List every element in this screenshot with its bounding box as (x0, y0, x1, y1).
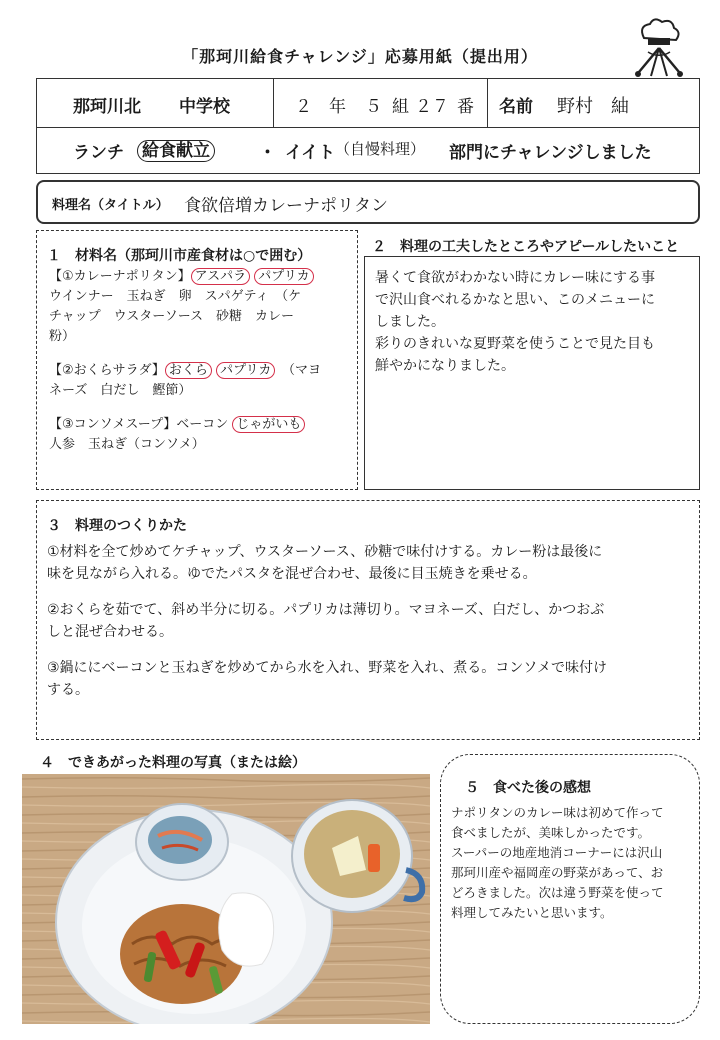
category-suffix: 部門にチャレンジしました (449, 143, 652, 163)
appeal-section (364, 256, 700, 490)
dish-title: 食欲倍増カレーナポリタン (184, 196, 388, 216)
category-separator: ・ (259, 143, 276, 163)
impression-text: ナポリタンのカレー味は初めて作って 食べましたが、美味しかったです。 スーパーの地産地消コーナーには沢山 那珂川産や福岡産の野菜があって、お どろきました。次は違う野菜を使って 料理してみたいと思います。 (451, 805, 664, 920)
lunch-label: ランチ (73, 143, 124, 163)
dish-title-box (36, 180, 700, 224)
local-ingredient-circled: おくら (165, 362, 212, 379)
local-ingredient-circled: じゃがいも (232, 416, 305, 433)
grade-label: 年 (329, 97, 346, 117)
ingredients-list: 【①カレーナポリタン】 アスパラ パプリカ ウインナー 玉ねぎ 卵 スパゲティ （ケ チャップ ウスターソース 砂糖 カレー 粉） 【②おくらサラダ】 おくら パプリカ （マヨ ネーズ 白だし 鰹節） 【③コンソメスープ】ベーコン じゃがいも 人参 玉ねぎ（コンソメ） (49, 267, 349, 455)
student-info-box (36, 78, 700, 174)
school-type: 中学校 (179, 97, 230, 117)
appeal-heading: ２ 料理の工夫したところやアピールしたいこと (372, 239, 680, 255)
appeal-text: 暑くて食欲がわかない時にカレー味にする事 で沢山食べれるかなと思い、このメニューに しました。 彩りのきれいな夏野菜を使うことで見た目も 鮮やかになりました。 (375, 270, 655, 374)
class-number: ５ (365, 97, 382, 117)
student-info-row (37, 79, 699, 128)
dish-photo (22, 774, 430, 1024)
name-label: 名前 (499, 97, 533, 117)
recipe-section (36, 500, 700, 740)
class-label: 組 (392, 97, 409, 117)
local-ingredient-circled: アスパラ (191, 268, 250, 285)
grade: ２ (295, 97, 312, 117)
local-ingredient-circled: パプリカ (216, 362, 275, 379)
student-number: ２７ (415, 97, 449, 117)
number-label: 番 (457, 97, 474, 117)
ingredient-item-1: 【①カレーナポリタン】 アスパラ パプリカ (49, 267, 349, 287)
school-name: 那珂川北 (73, 97, 141, 117)
ingredient-item-3: 【③コンソメスープ】ベーコン じゃがいも (49, 415, 349, 435)
local-ingredient-circled: パプリカ (254, 268, 313, 285)
student-name: 野村 紬 (557, 96, 629, 117)
ingredients-heading: １ 材料名（那珂川市産食材は○で囲む） (47, 248, 312, 264)
chef-utensils-icon (618, 8, 698, 88)
impression-section (440, 754, 700, 1024)
eat-label: イイト (285, 143, 336, 163)
eat-option: （自慢料理） (335, 140, 426, 158)
document-title: 「那珂川給食チャレンジ」応募用紙（提出用） (182, 47, 538, 66)
recipe-heading: ３ 料理のつくりかた (47, 518, 187, 534)
dish-title-label: 料理名（タイトル） (52, 198, 169, 213)
lunch-option-circled: 給食献立 (137, 140, 215, 162)
ingredients-section (36, 230, 358, 490)
recipe-steps: ①材料を全て炒めてケチャップ、ウスターソース、砂糖で味付けする。カレー粉は最後に 味を見ながら入れる。ゆでたパスタを混ぜ合わせ、最後に目玉焼きを乗せる。 ②おくらを茹でて、斜め半分に切る。パプリカは薄切り。マヨネーズ、白だし、かつおぶ しと混ぜ合わせる。 ③鍋ににベーコンと玉ねぎを炒めてから水を入れ、野菜を入れ、煮る。コンソメで味付け する。 (47, 544, 607, 698)
ingredient-item-2: 【②おくらサラダ】 おくら パプリカ （マヨ (49, 363, 321, 378)
photo-heading: ４ できあがった料理の写真（または絵） (40, 755, 306, 771)
impression-heading: ５ 食べた後の感想 (465, 780, 591, 796)
